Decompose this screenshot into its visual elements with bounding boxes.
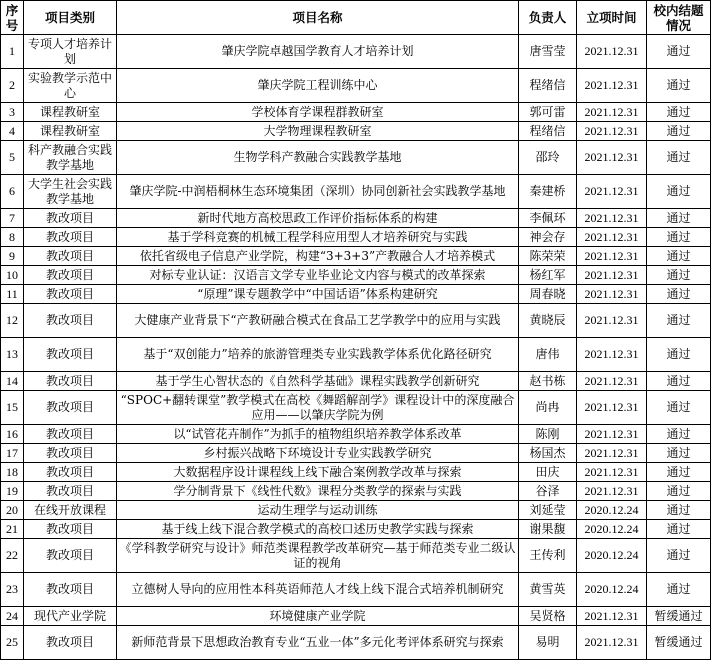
header-name: 项目名称 bbox=[117, 1, 519, 35]
cell-seq: 20 bbox=[1, 501, 24, 520]
cell-status: 通过 bbox=[647, 501, 711, 520]
cell-name: 环境健康产业学院 bbox=[117, 607, 519, 626]
cell-status: 暂缓通过 bbox=[647, 626, 711, 660]
header-status: 校内结题情况 bbox=[647, 1, 711, 35]
cell-category: 教改项目 bbox=[24, 247, 117, 266]
cell-leader: 陈荣荣 bbox=[519, 247, 577, 266]
cell-category: 教改项目 bbox=[24, 391, 117, 425]
header-date: 立项时间 bbox=[577, 1, 647, 35]
table-row bbox=[1, 425, 711, 444]
cell-category: 教改项目 bbox=[24, 304, 117, 338]
cell-name: 大学物理课程教研室 bbox=[117, 122, 519, 141]
cell-date: 2020.12.24 bbox=[577, 539, 647, 573]
cell-name: 大数据程序设计课程线上线下融合案例教学改革与探索 bbox=[117, 463, 519, 482]
cell-leader: 郭可雷 bbox=[519, 103, 577, 122]
cell-seq: 2 bbox=[1, 69, 24, 103]
cell-name: 肇庆学院-中润梧桐林生态环境集团（深圳）协同创新社会实践教学基地 bbox=[117, 175, 519, 209]
cell-category: 教改项目 bbox=[24, 626, 117, 660]
cell-category: 科产教融合实践教学基地 bbox=[24, 141, 117, 175]
cell-leader: 李佩环 bbox=[519, 209, 577, 228]
cell-leader: 谷泽 bbox=[519, 482, 577, 501]
cell-date: 2021.12.31 bbox=[577, 391, 647, 425]
cell-status: 通过 bbox=[647, 444, 711, 463]
cell-leader: 程绪信 bbox=[519, 122, 577, 141]
cell-leader: 吴贤格 bbox=[519, 607, 577, 626]
cell-date: 2021.12.31 bbox=[577, 141, 647, 175]
cell-name: 新时代地方高校思政工作评价指标体系的构建 bbox=[117, 209, 519, 228]
cell-category: 在线开放课程 bbox=[24, 501, 117, 520]
cell-name: “SPOC+翻转课堂”教学模式在高校《舞蹈解剖学》课程设计中的深度融合应用——以肇庆学院为例 bbox=[117, 391, 519, 425]
cell-date: 2021.12.31 bbox=[577, 247, 647, 266]
cell-date: 2021.12.31 bbox=[577, 285, 647, 304]
cell-name: 立德树人导向的应用性本科英语师范人才线上线下混合式培养机制研究 bbox=[117, 573, 519, 607]
cell-category: 教改项目 bbox=[24, 338, 117, 372]
cell-leader: 周春晓 bbox=[519, 285, 577, 304]
cell-leader: 王传利 bbox=[519, 539, 577, 573]
cell-date: 2021.12.31 bbox=[577, 35, 647, 69]
cell-status: 通过 bbox=[647, 266, 711, 285]
table-header-row bbox=[1, 1, 711, 35]
cell-leader: 杨红军 bbox=[519, 266, 577, 285]
table-row bbox=[1, 247, 711, 266]
cell-leader: 田庆 bbox=[519, 463, 577, 482]
cell-category: 教改项目 bbox=[24, 539, 117, 573]
cell-name: 学分制背景下《线性代数》课程分类教学的探索与实践 bbox=[117, 482, 519, 501]
cell-seq: 23 bbox=[1, 573, 24, 607]
table-row bbox=[1, 501, 711, 520]
cell-seq: 18 bbox=[1, 463, 24, 482]
cell-name: 生物学科产教融合实践教学基地 bbox=[117, 141, 519, 175]
table-row bbox=[1, 103, 711, 122]
cell-status: 通过 bbox=[647, 103, 711, 122]
header-category: 项目类别 bbox=[24, 1, 117, 35]
cell-name: 对标专业认证：汉语言文学专业毕业论文内容与模式的改革探索 bbox=[117, 266, 519, 285]
cell-seq: 21 bbox=[1, 520, 24, 539]
cell-seq: 8 bbox=[1, 228, 24, 247]
cell-seq: 4 bbox=[1, 122, 24, 141]
table-row bbox=[1, 304, 711, 338]
cell-category: 教改项目 bbox=[24, 266, 117, 285]
cell-seq: 11 bbox=[1, 285, 24, 304]
cell-seq: 19 bbox=[1, 482, 24, 501]
table-row bbox=[1, 285, 711, 304]
cell-seq: 9 bbox=[1, 247, 24, 266]
cell-status: 通过 bbox=[647, 247, 711, 266]
cell-status: 通过 bbox=[647, 122, 711, 141]
cell-seq: 7 bbox=[1, 209, 24, 228]
cell-leader: 杨国杰 bbox=[519, 444, 577, 463]
cell-date: 2021.12.31 bbox=[577, 444, 647, 463]
cell-status: 通过 bbox=[647, 425, 711, 444]
cell-name: 乡村振兴战略下环境设计专业实践教学研究 bbox=[117, 444, 519, 463]
cell-leader: 唐伟 bbox=[519, 338, 577, 372]
table-row bbox=[1, 573, 711, 607]
table-row bbox=[1, 607, 711, 626]
cell-leader: 程绪信 bbox=[519, 69, 577, 103]
table-body bbox=[1, 35, 711, 660]
cell-category: 教改项目 bbox=[24, 463, 117, 482]
cell-status: 通过 bbox=[647, 391, 711, 425]
cell-date: 2021.12.31 bbox=[577, 482, 647, 501]
cell-status: 通过 bbox=[647, 482, 711, 501]
cell-category: 大学生社会实践教学基地 bbox=[24, 175, 117, 209]
cell-date: 2021.12.31 bbox=[577, 463, 647, 482]
cell-name: 大健康产业背景下“产教研融合模式在食品工艺学教学中的应用与实践 bbox=[117, 304, 519, 338]
cell-date: 2020.12.24 bbox=[577, 573, 647, 607]
cell-status: 通过 bbox=[647, 69, 711, 103]
cell-status: 通过 bbox=[647, 285, 711, 304]
cell-category: 教改项目 bbox=[24, 228, 117, 247]
table-row bbox=[1, 463, 711, 482]
table-row bbox=[1, 175, 711, 209]
cell-seq: 14 bbox=[1, 372, 24, 391]
cell-name: 基于线上线下混合教学模式的高校口述历史教学实践与探索 bbox=[117, 520, 519, 539]
cell-status: 通过 bbox=[647, 209, 711, 228]
cell-seq: 6 bbox=[1, 175, 24, 209]
cell-category: 教改项目 bbox=[24, 285, 117, 304]
cell-category: 实验教学示范中心 bbox=[24, 69, 117, 103]
cell-name: 基于“双创能力”培养的旅游管理类专业实践教学体系优化路径研究 bbox=[117, 338, 519, 372]
table-row bbox=[1, 209, 711, 228]
cell-name: 以“试管花卉制作”为抓手的植物组织培养教学体系改革 bbox=[117, 425, 519, 444]
table-row bbox=[1, 141, 711, 175]
cell-seq: 16 bbox=[1, 425, 24, 444]
cell-name: 新师范背景下思想政治教育专业“五业一体”多元化考评体系研究与探索 bbox=[117, 626, 519, 660]
header-seq: 序号 bbox=[1, 1, 24, 35]
table-row bbox=[1, 266, 711, 285]
cell-date: 2021.12.31 bbox=[577, 209, 647, 228]
table-row bbox=[1, 35, 711, 69]
cell-status: 通过 bbox=[647, 228, 711, 247]
cell-date: 2021.12.31 bbox=[577, 69, 647, 103]
cell-status: 通过 bbox=[647, 304, 711, 338]
cell-seq: 25 bbox=[1, 626, 24, 660]
cell-seq: 15 bbox=[1, 391, 24, 425]
cell-leader: 赵书栋 bbox=[519, 372, 577, 391]
cell-status: 通过 bbox=[647, 175, 711, 209]
cell-category: 教改项目 bbox=[24, 425, 117, 444]
cell-date: 2021.12.31 bbox=[577, 103, 647, 122]
cell-leader: 邵玲 bbox=[519, 141, 577, 175]
cell-name: 《学科教学研究与设计》师范类课程教学改革研究—基于师范类专业二级认证的视角 bbox=[117, 539, 519, 573]
cell-category: 专项人才培养计划 bbox=[24, 35, 117, 69]
cell-name: 基于学生心智状态的《自然科学基础》课程实践教学创新研究 bbox=[117, 372, 519, 391]
cell-status: 通过 bbox=[647, 573, 711, 607]
cell-category: 课程教研室 bbox=[24, 103, 117, 122]
table-row bbox=[1, 482, 711, 501]
cell-status: 通过 bbox=[647, 338, 711, 372]
cell-status: 通过 bbox=[647, 35, 711, 69]
cell-leader: 谢果馥 bbox=[519, 520, 577, 539]
cell-date: 2020.12.24 bbox=[577, 501, 647, 520]
cell-category: 教改项目 bbox=[24, 372, 117, 391]
cell-date: 2021.12.31 bbox=[577, 175, 647, 209]
table-row bbox=[1, 391, 711, 425]
cell-date: 2021.12.31 bbox=[577, 607, 647, 626]
cell-seq: 10 bbox=[1, 266, 24, 285]
cell-date: 2020.12.24 bbox=[577, 520, 647, 539]
table-row bbox=[1, 228, 711, 247]
cell-status: 通过 bbox=[647, 539, 711, 573]
cell-status: 通过 bbox=[647, 520, 711, 539]
cell-date: 2021.12.31 bbox=[577, 304, 647, 338]
table-row bbox=[1, 520, 711, 539]
table-row bbox=[1, 69, 711, 103]
cell-date: 2021.12.31 bbox=[577, 122, 647, 141]
cell-category: 教改项目 bbox=[24, 520, 117, 539]
cell-leader: 刘延莹 bbox=[519, 501, 577, 520]
cell-seq: 13 bbox=[1, 338, 24, 372]
cell-leader: 黄雪英 bbox=[519, 573, 577, 607]
cell-date: 2021.12.31 bbox=[577, 228, 647, 247]
cell-status: 通过 bbox=[647, 372, 711, 391]
header-leader: 负责人 bbox=[519, 1, 577, 35]
cell-leader: 唐雪莹 bbox=[519, 35, 577, 69]
cell-name: 学校体育学课程群教研室 bbox=[117, 103, 519, 122]
cell-category: 教改项目 bbox=[24, 209, 117, 228]
cell-seq: 24 bbox=[1, 607, 24, 626]
cell-seq: 5 bbox=[1, 141, 24, 175]
table-row bbox=[1, 444, 711, 463]
table-row bbox=[1, 338, 711, 372]
table-row bbox=[1, 372, 711, 391]
table-row bbox=[1, 122, 711, 141]
table-row bbox=[1, 626, 711, 660]
cell-category: 教改项目 bbox=[24, 573, 117, 607]
cell-seq: 22 bbox=[1, 539, 24, 573]
cell-status: 暂缓通过 bbox=[647, 607, 711, 626]
cell-seq: 3 bbox=[1, 103, 24, 122]
cell-name: 基于学科竞赛的机械工程学科应用型人才培养研究与实践 bbox=[117, 228, 519, 247]
cell-name: 肇庆学院工程训练中心 bbox=[117, 69, 519, 103]
cell-leader: 神会存 bbox=[519, 228, 577, 247]
cell-date: 2021.12.31 bbox=[577, 425, 647, 444]
cell-status: 通过 bbox=[647, 463, 711, 482]
cell-category: 现代产业学院 bbox=[24, 607, 117, 626]
cell-leader: 黄晓辰 bbox=[519, 304, 577, 338]
cell-leader: 尚冉 bbox=[519, 391, 577, 425]
cell-category: 教改项目 bbox=[24, 444, 117, 463]
cell-leader: 陈刚 bbox=[519, 425, 577, 444]
cell-name: 肇庆学院卓越国学教育人才培养计划 bbox=[117, 35, 519, 69]
cell-seq: 12 bbox=[1, 304, 24, 338]
cell-date: 2021.12.31 bbox=[577, 372, 647, 391]
cell-seq: 1 bbox=[1, 35, 24, 69]
cell-date: 2021.12.31 bbox=[577, 626, 647, 660]
cell-name: 运动生理学与运动训练 bbox=[117, 501, 519, 520]
cell-status: 通过 bbox=[647, 141, 711, 175]
cell-leader: 秦建桥 bbox=[519, 175, 577, 209]
cell-name: “原理”课专题教学中“中国话语”体系构建研究 bbox=[117, 285, 519, 304]
cell-category: 课程教研室 bbox=[24, 122, 117, 141]
table-row bbox=[1, 539, 711, 573]
cell-category: 教改项目 bbox=[24, 482, 117, 501]
cell-seq: 17 bbox=[1, 444, 24, 463]
cell-date: 2021.12.31 bbox=[577, 266, 647, 285]
cell-date: 2021.12.31 bbox=[577, 338, 647, 372]
cell-name: 依托省级电子信息产业学院，构建“3+3+3”产教融合人才培养模式 bbox=[117, 247, 519, 266]
cell-leader: 易明 bbox=[519, 626, 577, 660]
